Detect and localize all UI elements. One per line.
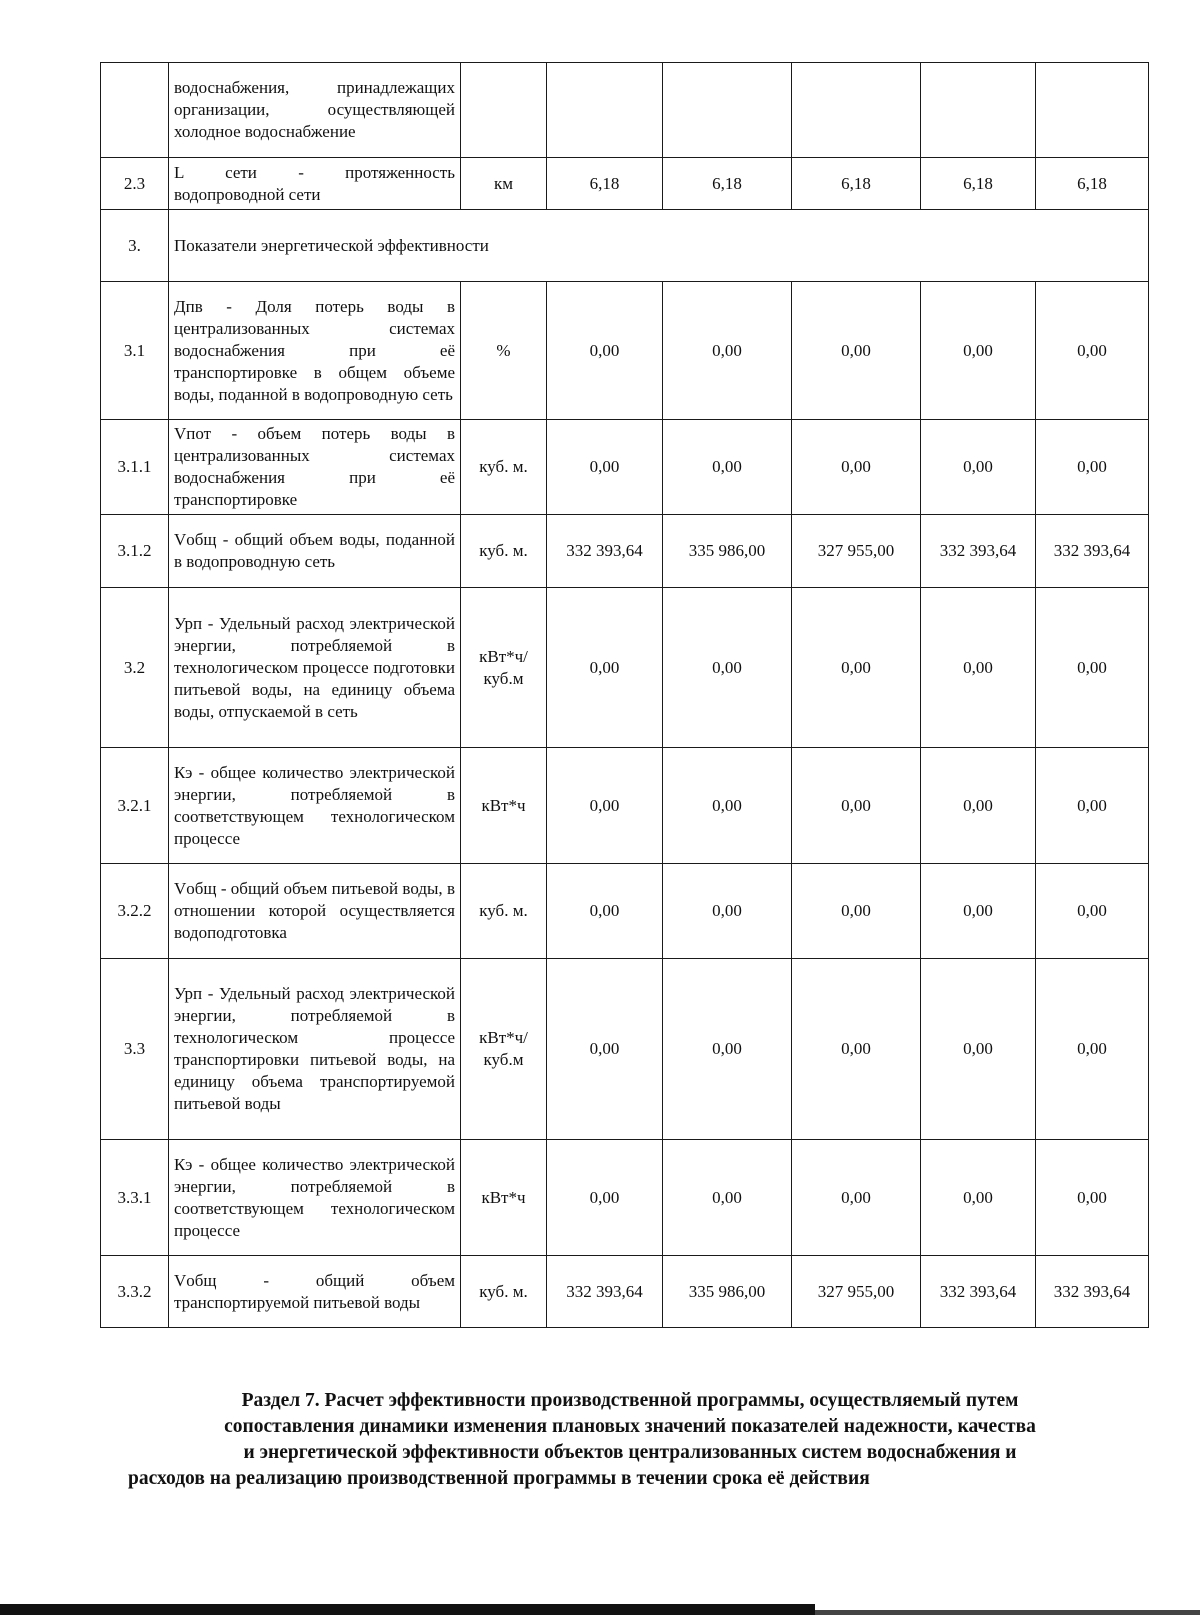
value-cell: 0,00 xyxy=(921,588,1036,748)
value-cell: 335 986,00 xyxy=(663,1256,792,1328)
value-cell: 0,00 xyxy=(547,748,663,864)
unit-of-measure: кВт*ч xyxy=(461,1140,547,1256)
table-row xyxy=(101,959,1149,1140)
unit-of-measure: кВт*ч/ куб.м xyxy=(461,588,547,748)
value-cell: 6,18 xyxy=(1036,158,1149,210)
value-cell: 335 986,00 xyxy=(663,515,792,588)
unit-of-measure: кВт*ч xyxy=(461,748,547,864)
unit-of-measure: % xyxy=(461,282,547,420)
row-number: 3.1.1 xyxy=(101,420,169,515)
row-number: 3.1.2 xyxy=(101,515,169,588)
table-row xyxy=(101,282,1149,420)
indicator-description: Vобщ - общий объем транспортируемой питьевой воды xyxy=(169,1256,461,1328)
value-cell: 0,00 xyxy=(663,588,792,748)
value-cell: 6,18 xyxy=(663,158,792,210)
row-number xyxy=(101,63,169,158)
value-cell: 0,00 xyxy=(1036,959,1149,1140)
unit-of-measure: куб. м. xyxy=(461,864,547,959)
indicator-description: Vпот - объем потерь воды в централизованных системах водоснабжения при её транспортировке xyxy=(169,420,461,515)
table-row xyxy=(101,210,1149,282)
row-number: 3.2.1 xyxy=(101,748,169,864)
table-row xyxy=(101,420,1149,515)
table-row xyxy=(101,588,1149,748)
value-cell: 332 393,64 xyxy=(1036,515,1149,588)
value-cell: 327 955,00 xyxy=(792,1256,921,1328)
value-cell: 0,00 xyxy=(921,420,1036,515)
value-cell: 6,18 xyxy=(547,158,663,210)
value-cell: 0,00 xyxy=(1036,282,1149,420)
row-number: 2.3 xyxy=(101,158,169,210)
value-cell: 0,00 xyxy=(792,588,921,748)
value-cell: 332 393,64 xyxy=(1036,1256,1149,1328)
table-body xyxy=(101,63,1149,1328)
value-cell xyxy=(792,63,921,158)
value-cell: 332 393,64 xyxy=(921,1256,1036,1328)
value-cell: 327 955,00 xyxy=(792,515,921,588)
indicator-description: Кэ - общее количество электрической энергии, потребляемой в соответствующем технологическом процессе xyxy=(169,748,461,864)
value-cell: 6,18 xyxy=(792,158,921,210)
row-number: 3.3.2 xyxy=(101,1256,169,1328)
unit-of-measure: км xyxy=(461,158,547,210)
value-cell xyxy=(663,63,792,158)
value-cell: 0,00 xyxy=(547,1140,663,1256)
value-cell: 0,00 xyxy=(792,864,921,959)
indicator-description: Урп - Удельный расход электрической энергии, потребляемой в технологическом процессе подготовки питьевой воды, на единицу объема воды, отпускаемой в сеть xyxy=(169,588,461,748)
section-7-heading xyxy=(110,1388,1150,1492)
value-cell: 0,00 xyxy=(1036,588,1149,748)
table-row xyxy=(101,864,1149,959)
heading-line-2: сопоставления динамики изменения плановых значений показателей надежности, качества xyxy=(224,1416,1036,1437)
indicator-description: L сети - протяженность водопроводной сети xyxy=(169,158,461,210)
unit-of-measure xyxy=(461,63,547,158)
value-cell: 0,00 xyxy=(663,864,792,959)
value-cell: 0,00 xyxy=(921,864,1036,959)
indicator-description: Кэ - общее количество электрической энергии, потребляемой в соответствующем технологическом процессе xyxy=(169,1140,461,1256)
value-cell: 0,00 xyxy=(792,420,921,515)
value-cell: 0,00 xyxy=(663,282,792,420)
indicator-description: Vобщ - общий объем воды, поданной в водопроводную сеть xyxy=(169,515,461,588)
value-cell: 0,00 xyxy=(547,959,663,1140)
value-cell: 0,00 xyxy=(921,748,1036,864)
scan-edge-bar xyxy=(0,1604,815,1615)
value-cell: 0,00 xyxy=(792,282,921,420)
indicators-table xyxy=(100,62,1149,1328)
value-cell: 0,00 xyxy=(921,282,1036,420)
heading-line-3: и энергетической эффективности объектов централизованных систем водоснабжения и xyxy=(243,1442,1017,1463)
indicator-description: Урп - Удельный расход электрической энергии, потребляемой в технологическом процессе транспортировки питьевой воды, на единицу объема транспортируемой питьевой воды xyxy=(169,959,461,1140)
value-cell: 0,00 xyxy=(663,1140,792,1256)
table-row xyxy=(101,1140,1149,1256)
value-cell xyxy=(1036,63,1149,158)
table-row xyxy=(101,748,1149,864)
row-number: 3. xyxy=(101,210,169,282)
unit-of-measure: куб. м. xyxy=(461,515,547,588)
row-number: 3.2.2 xyxy=(101,864,169,959)
value-cell: 0,00 xyxy=(1036,864,1149,959)
value-cell: 0,00 xyxy=(663,420,792,515)
indicator-description: Дпв - Доля потерь воды в централизованных системах водоснабжения при её транспортировке в общем объеме воды, поданной в водопроводную сеть xyxy=(169,282,461,420)
value-cell: 0,00 xyxy=(663,959,792,1140)
unit-of-measure: кВт*ч/ куб.м xyxy=(461,959,547,1140)
unit-of-measure: куб. м. xyxy=(461,1256,547,1328)
indicator-description: Vобщ - общий объем питьевой воды, в отношении которой осуществляется водоподготовка xyxy=(169,864,461,959)
value-cell: 0,00 xyxy=(547,864,663,959)
row-number: 3.3 xyxy=(101,959,169,1140)
scan-edge-bar-right xyxy=(815,1610,1200,1615)
value-cell xyxy=(921,63,1036,158)
value-cell: 0,00 xyxy=(921,959,1036,1140)
value-cell: 0,00 xyxy=(1036,420,1149,515)
value-cell: 0,00 xyxy=(792,1140,921,1256)
value-cell: 0,00 xyxy=(792,959,921,1140)
table-row xyxy=(101,158,1149,210)
section-title: Показатели энергетической эффективности xyxy=(169,210,1149,282)
value-cell: 0,00 xyxy=(547,282,663,420)
row-number: 3.1 xyxy=(101,282,169,420)
table-row xyxy=(101,63,1149,158)
table-row xyxy=(101,515,1149,588)
heading-line-4: расходов на реализацию производственной программы в течении срока её действия xyxy=(128,1468,870,1489)
row-number: 3.3.1 xyxy=(101,1140,169,1256)
value-cell: 0,00 xyxy=(547,588,663,748)
value-cell: 332 393,64 xyxy=(547,1256,663,1328)
value-cell: 0,00 xyxy=(921,1140,1036,1256)
row-number: 3.2 xyxy=(101,588,169,748)
table-row xyxy=(101,1256,1149,1328)
value-cell: 0,00 xyxy=(1036,1140,1149,1256)
value-cell: 0,00 xyxy=(792,748,921,864)
unit-of-measure: куб. м. xyxy=(461,420,547,515)
value-cell: 332 393,64 xyxy=(547,515,663,588)
value-cell: 0,00 xyxy=(1036,748,1149,864)
value-cell xyxy=(547,63,663,158)
heading-line-1: Раздел 7. Расчет эффективности производственной программы, осуществляемый путем xyxy=(241,1390,1019,1411)
value-cell: 6,18 xyxy=(921,158,1036,210)
value-cell: 0,00 xyxy=(547,420,663,515)
indicator-description: водоснабжения, принадлежащих организации, осуществляющей холодное водоснабжение xyxy=(169,63,461,158)
value-cell: 0,00 xyxy=(663,748,792,864)
value-cell: 332 393,64 xyxy=(921,515,1036,588)
